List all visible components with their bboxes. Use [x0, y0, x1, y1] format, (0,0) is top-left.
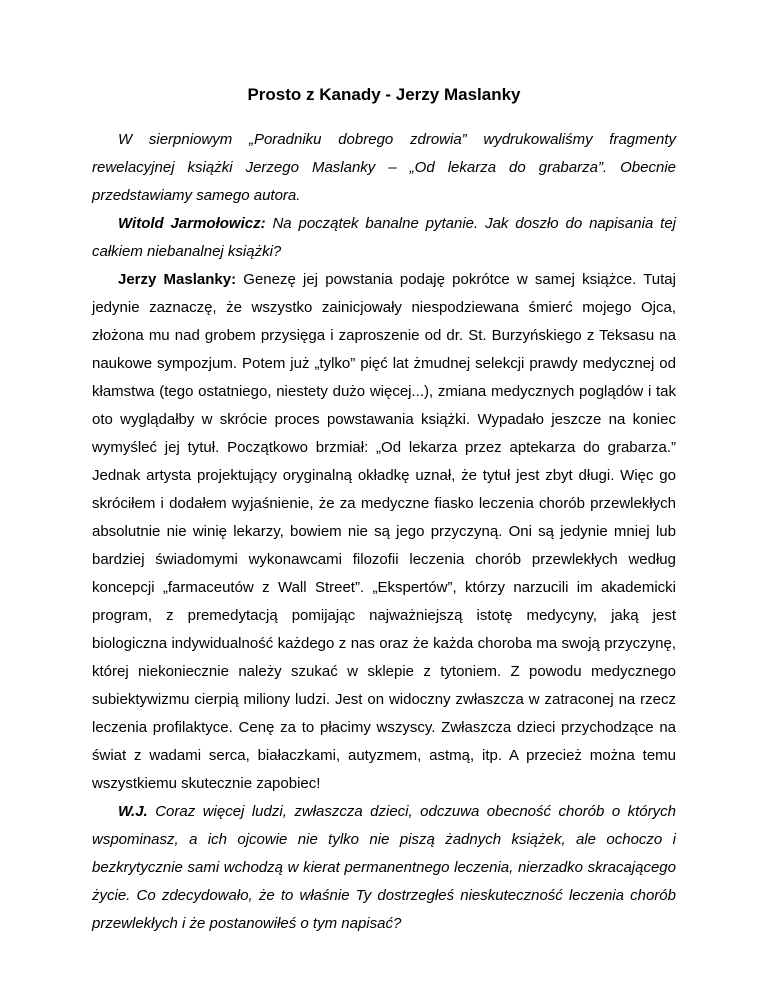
- document-title: Prosto z Kanady - Jerzy Maslanky: [247, 85, 521, 104]
- question-2-paragraph: [92, 798, 676, 938]
- question-2-text: Coraz więcej ludzi, zwłaszcza dzieci, odczuwa obecność chorób o których wspominasz, a ich ojcowie nie tylko nie piszą żadnych książek, ale ochoczo i bezkrytycznie sami wchodzą w kierat permanentnego leczenia, nierzadko skracającego życie. Co zdecydowało, że to właśnie Ty dostrzegłeś nieskuteczność leczenia chorób przewlekłych i że postanowiłeś o tym napisać?: [92, 803, 676, 932]
- question-1-speaker: Witold Jarmołowicz:: [118, 215, 266, 232]
- answer-1-text: Genezę jej powstania podaję pokrótce w samej książce. Tutaj jedynie zaznaczę, że wszystko zainicjowały niespodziewana śmierć mojego Ojca, złożona mu nad grobem przysięga i zaproszenie od dr. St. Burzyńskiego z Teksasu na naukowe sympozjum. Potem już „tylko” pięć lat żmudnej selekcji prawdy medycznej od kłamstwa (tego ostatniego, niestety dużo więcej...), zmiana medycznych poglądów i tak oto wyglądałby w skrócie proces powstawania książki. Wypadało jeszcze na koniec wymyśleć jej tytuł. Początkowo brzmiał: „Od lekarza przez aptekarza do grabarza.” Jednak artysta projektujący oryginalną okładkę uznał, że tytuł jest zbyt długi. Więc go skróciłem i dodałem wyjaśnienie, że za medyczne fiasko leczenia chorób przewlekłych absolutnie nie winię lekarzy, bowiem nie są jego przyczyną. Oni są jedynie mniej lub bardziej świadomymi wykonawcami filozofii leczenia chorób przewlekłych według koncepcji „farmaceutów z Wall Street”. „Ekspertów”, którzy narzucili im akademicki program, z premedytacją pomijając najważniejszą istotę medycyny, jaką jest biologiczna indywidualność każdego z nas oraz że każda choroba ma swoją przyczynę, której niekoniecznie należy szukać w sklepie z tytoniem. Z powodu medycznego subiektywizmu cierpią miliony ludzi. Jest on widoczny zwłaszcza w zatraconej na rzecz leczenia profilaktyce. Cenę za to płacimy wszyscy. Zwłaszcza dzieci przychodzące na świat z wadami serca, białaczkami, autyzmem, astmą, itp. A przecież można temu wszystkiemu skutecznie zapobiec!: [92, 271, 676, 792]
- intro-paragraph: W sierpniowym „Poradniku dobrego zdrowia” wydrukowaliśmy fragmenty rewelacyjnej książki Jerzego Maslanky – „Od lekarza do grabarza”. Obecnie przedstawiamy samego autora.: [92, 131, 676, 204]
- answer-1-speaker: Jerzy Maslanky:: [118, 271, 237, 288]
- question-2-speaker: W.J.: [118, 803, 148, 820]
- question-1-text: Na początek banalne pytanie. Jak doszło do napisania tej całkiem niebanalnej książki?: [92, 215, 676, 260]
- answer-1-paragraph: [92, 266, 676, 798]
- question-1-paragraph: [92, 210, 676, 266]
